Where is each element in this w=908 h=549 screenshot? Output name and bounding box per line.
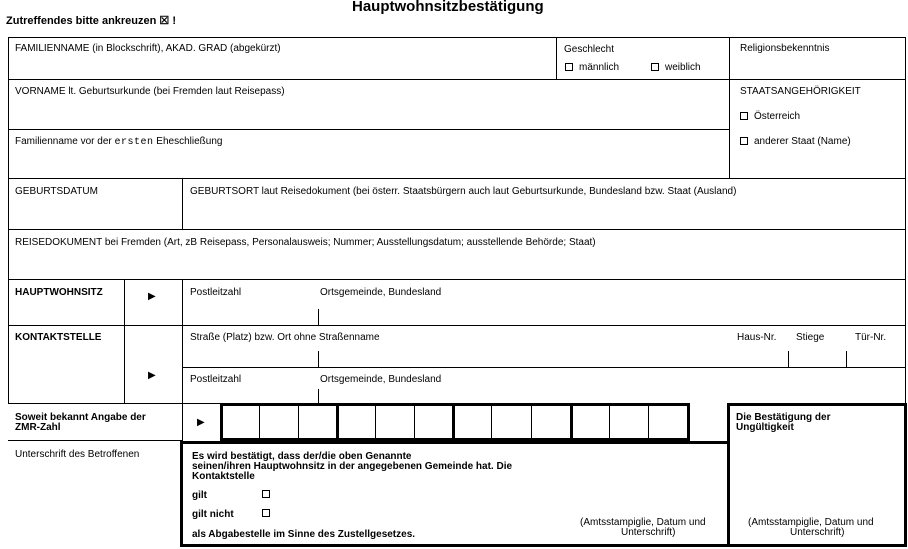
ks-gemeinde-label: Ortsgemeinde, Bundesland — [320, 374, 442, 385]
oesterreich-label: Österreich — [754, 111, 801, 122]
oesterreich-option[interactable] — [740, 111, 800, 122]
ungueltig-stamp-2: Unterschrift) — [790, 527, 845, 538]
checkbox-icon[interactable] — [262, 490, 270, 498]
checkbox-icon[interactable] — [740, 112, 748, 120]
hauptwohnsitz-label: HAUPTWOHNSITZ — [15, 287, 103, 298]
unterschrift-label: Unterschrift des Betroffenen — [15, 449, 140, 460]
zmr-label-2: ZMR-Zahl — [15, 422, 61, 433]
religion-label: Religionsbekenntnis — [740, 43, 830, 54]
weiblich-label: weiblich — [665, 62, 701, 73]
ungueltig-stamp-1: (Amtsstampiglie, Datum und — [748, 517, 874, 528]
anderer-staat-label: anderer Staat (Name) — [754, 136, 851, 147]
gilt-nicht-label: gilt nicht — [192, 509, 234, 520]
bestaetigung-stamp-1: (Amtsstampiglie, Datum und — [580, 517, 706, 528]
hws-plz-label: Postleitzahl — [190, 287, 242, 298]
checkbox-icon[interactable] — [262, 509, 270, 517]
stiege-label: Stiege — [796, 332, 825, 343]
strasse-label: Straße (Platz) bzw. Ort ohne Straßenname — [190, 332, 380, 343]
familienname-vor-ehe-label — [15, 136, 222, 148]
ungueltig-title-1: Die Bestätigung der — [736, 412, 831, 423]
ungueltig-title-2: Ungültigkeit — [736, 422, 794, 433]
geburtsort-label: GEBURTSORT laut Reisedokument (bei österr. Staatsbürgern auch laut Geburtsurkunde, Bundesland bzw. Staat (Ausland) — [190, 186, 737, 197]
familienname-label: FAMILIENNAME (in Blockschrift), AKAD. GRAD (abgekürzt) — [15, 43, 281, 54]
kontaktstelle-label: KONTAKTSTELLE — [15, 332, 102, 343]
hws-gemeinde-label: Ortsgemeinde, Bundesland — [320, 287, 442, 298]
geschlecht-label: Geschlecht — [564, 44, 615, 55]
instruction-text: Zutreffendes bitte ankreuzen — [6, 15, 157, 27]
instruction-mark: ☒ ! — [159, 15, 177, 27]
checkbox-icon[interactable] — [740, 137, 748, 145]
checkbox-icon[interactable] — [565, 63, 573, 71]
bestaetigung-line-2: seinen/ihren Hauptwohnsitz in der angegebenen Gemeinde hat. Die — [192, 461, 513, 472]
maennlich-label: männlich — [579, 62, 620, 73]
ks-plz-label: Postleitzahl — [190, 374, 242, 385]
maennlich-option[interactable] — [565, 62, 619, 73]
gilt-label: gilt — [192, 490, 207, 501]
zmr-label-1: Soweit bekannt Angabe der — [15, 412, 146, 423]
tuernr-label: Tür-Nr. — [855, 332, 887, 343]
label-suffix: Eheschließung — [156, 136, 223, 147]
abgabestelle-text: als Abgabestelle im Sinne des Zustellgesetzes. — [192, 529, 416, 540]
label-prefix: Familienname vor der — [15, 136, 112, 147]
anderer-staat-option[interactable] — [740, 136, 851, 147]
instruction — [6, 15, 176, 27]
weiblich-option[interactable] — [651, 62, 701, 73]
page-title: Hauptwohnsitzbestätigung — [352, 0, 544, 15]
vorname-label: VORNAME lt. Geburtsurkunde (bei Fremden laut Reisepass) — [15, 86, 285, 97]
right-triangle-icon: ▶ — [148, 291, 156, 302]
reisedokument-label: REISEDOKUMENT bei Fremden (Art, zB Reisepass, Personalausweis; Nummer; Ausstellungsdatum; ausstellende Behörde; Staat) — [15, 237, 596, 248]
bestaetigung-line-1: Es wird bestätigt, dass der/die oben Genannte — [192, 451, 412, 462]
right-triangle-icon: ▶ — [148, 370, 156, 381]
geburtsdatum-label: GEBURTSDATUM — [15, 186, 98, 197]
label-ersten: ersten — [114, 137, 154, 148]
hausnr-label: Haus-Nr. — [737, 332, 777, 343]
bestaetigung-stamp-2: Unterschrift) — [621, 527, 676, 538]
bestaetigung-line-3: Kontaktstelle — [192, 471, 255, 482]
right-triangle-icon: ▶ — [197, 417, 205, 428]
staatsangehoerigkeit-label: STAATSANGEHÖRIGKEIT — [740, 86, 861, 97]
checkbox-icon[interactable] — [651, 63, 659, 71]
